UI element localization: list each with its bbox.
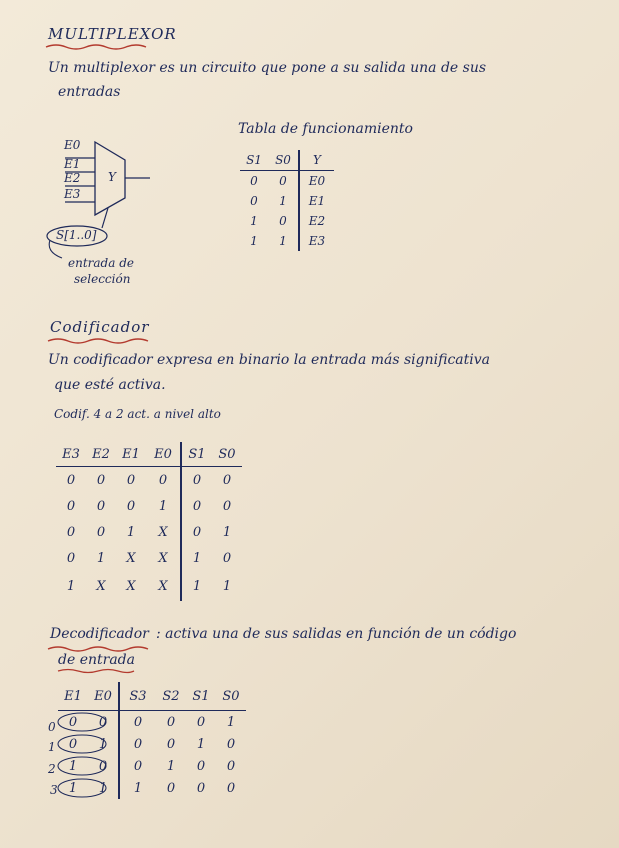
deco-cell: 0 bbox=[226, 780, 236, 796]
deco-cell: 1 bbox=[226, 714, 236, 730]
multiplexor-description-line2: entradas bbox=[58, 84, 121, 100]
mux-cell: 0 bbox=[279, 214, 287, 228]
cod-cell: 0 bbox=[66, 498, 76, 514]
codificador-title: Codificador bbox=[50, 318, 150, 336]
decodificador-title: Decodificador bbox=[50, 626, 149, 642]
codificador-description-line2: que esté activa. bbox=[54, 377, 166, 393]
deco-cell: 0 bbox=[68, 736, 78, 752]
cod-cell: 0 bbox=[158, 472, 168, 488]
deco-cell: 0 bbox=[119, 711, 156, 734]
cod-row bbox=[56, 571, 242, 601]
mux-select-note-line2: selección bbox=[74, 272, 131, 286]
cod-cell: 1 bbox=[158, 498, 168, 514]
cod-th-e1: E1 bbox=[122, 446, 140, 462]
deco-th-e1: E1 bbox=[64, 688, 82, 704]
mux-select-label: S[1..0] bbox=[56, 228, 97, 242]
cod-cell: 0 bbox=[222, 550, 232, 566]
cod-row bbox=[56, 545, 242, 571]
mux-th-y: Y bbox=[299, 150, 334, 171]
cod-cell: 1 bbox=[66, 578, 76, 594]
mux-row bbox=[240, 191, 334, 211]
deco-cell: 0 bbox=[196, 714, 206, 730]
decodificador-description-line1: : activa una de sus salidas en función de un código bbox=[156, 626, 517, 642]
codificador-table bbox=[56, 442, 242, 601]
mux-table-title: Tabla de funcionamiento bbox=[238, 121, 413, 137]
mux-cell: 1 bbox=[250, 214, 258, 228]
deco-cell: 0 bbox=[98, 758, 108, 774]
cod-cell: 0 bbox=[126, 498, 136, 514]
multiplexor-title: MULTIPLEXOR bbox=[48, 25, 177, 43]
decoder-input-circles bbox=[52, 708, 122, 804]
cod-th-e0: E0 bbox=[154, 446, 172, 462]
cod-cell: 0 bbox=[126, 472, 136, 488]
deco-th-s0: S0 bbox=[222, 688, 240, 704]
mux-cell: 1 bbox=[279, 194, 287, 208]
deco-cell: 0 bbox=[98, 714, 108, 730]
cod-cell: X bbox=[96, 578, 106, 594]
cod-cell: 1 bbox=[181, 571, 212, 601]
cod-cell: X bbox=[158, 524, 168, 540]
mux-th-s0: S0 bbox=[275, 153, 291, 167]
cod-cell: 0 bbox=[181, 519, 212, 545]
mux-cell: E2 bbox=[299, 211, 334, 231]
cod-cell: 0 bbox=[66, 550, 76, 566]
deco-cell: 1 bbox=[166, 758, 176, 774]
deco-cell: 1 bbox=[196, 736, 206, 752]
cod-cell: 0 bbox=[222, 498, 232, 514]
multiplexor-title-underline bbox=[44, 42, 154, 52]
cod-cell: 1 bbox=[96, 550, 106, 566]
deco-cell: 0 bbox=[119, 733, 156, 755]
deco-cell: 1 bbox=[68, 758, 78, 774]
cod-cell: 0 bbox=[66, 472, 76, 488]
deco-row-label-0: 0 bbox=[48, 720, 56, 734]
decodificador-line2-underline bbox=[56, 667, 136, 675]
deco-row-label-2: 2 bbox=[48, 762, 56, 776]
mux-input-e2: E2 bbox=[64, 171, 81, 185]
mux-cell: 0 bbox=[250, 194, 258, 208]
deco-cell: 1 bbox=[98, 736, 108, 752]
deco-cell: 0 bbox=[226, 758, 236, 774]
cod-th-e3: E3 bbox=[62, 446, 80, 462]
mux-input-e0: E0 bbox=[64, 138, 81, 152]
cod-cell: X bbox=[158, 578, 168, 594]
deco-th-s3: S3 bbox=[119, 682, 156, 711]
mux-select-note-line1: entrada de bbox=[68, 256, 134, 270]
deco-row-label-3: 3 bbox=[50, 783, 58, 797]
mux-cell: 1 bbox=[250, 234, 258, 248]
cod-cell: 0 bbox=[66, 524, 76, 540]
mux-cell: 0 bbox=[250, 174, 258, 188]
cod-cell: 1 bbox=[181, 545, 212, 571]
mux-output-y: Y bbox=[108, 170, 116, 184]
deco-th-s2: S2 bbox=[162, 688, 180, 704]
multiplexor-description-line1: Un multiplexor es un circuito que pone a su salida una de sus bbox=[48, 60, 487, 76]
deco-cell: 1 bbox=[98, 780, 108, 796]
cod-th-e2: E2 bbox=[92, 446, 110, 462]
deco-cell: 0 bbox=[166, 714, 176, 730]
cod-cell: 0 bbox=[181, 493, 212, 519]
cod-cell: 0 bbox=[222, 472, 232, 488]
mux-cell: E0 bbox=[299, 171, 334, 192]
deco-th-s1: S1 bbox=[192, 688, 210, 704]
cod-cell: X bbox=[158, 550, 168, 566]
deco-cell: 0 bbox=[119, 755, 156, 777]
mux-row bbox=[240, 231, 334, 251]
mux-function-table bbox=[240, 150, 334, 251]
cod-th-s0: S0 bbox=[218, 446, 236, 462]
mux-th-s1: S1 bbox=[246, 153, 262, 167]
cod-cell: 1 bbox=[222, 578, 232, 594]
deco-cell: 0 bbox=[196, 758, 206, 774]
cod-cell: 0 bbox=[181, 467, 212, 494]
mux-cell: 0 bbox=[279, 174, 287, 188]
deco-cell: 0 bbox=[166, 736, 176, 752]
deco-cell: 1 bbox=[68, 780, 78, 796]
deco-cell: 0 bbox=[166, 780, 176, 796]
codificador-note: Codif. 4 a 2 act. a nivel alto bbox=[54, 407, 221, 421]
deco-cell: 0 bbox=[226, 736, 236, 752]
cod-cell: 0 bbox=[96, 472, 106, 488]
mux-input-e1: E1 bbox=[64, 157, 81, 171]
mux-input-e3: E3 bbox=[64, 187, 81, 201]
cod-row bbox=[56, 519, 242, 545]
cod-cell: 1 bbox=[222, 524, 232, 540]
cod-row bbox=[56, 493, 242, 519]
cod-row bbox=[56, 467, 242, 494]
cod-th-s1: S1 bbox=[181, 442, 212, 467]
mux-row bbox=[240, 171, 334, 192]
cod-cell: 0 bbox=[96, 498, 106, 514]
deco-cell: 0 bbox=[196, 780, 206, 796]
cod-cell: X bbox=[126, 550, 136, 566]
decodificador-description-line2: de entrada bbox=[58, 652, 135, 668]
mux-cell: E1 bbox=[299, 191, 334, 211]
deco-row-label-1: 1 bbox=[48, 740, 56, 754]
codificador-description-line1: Un codificador expresa en binario la entrada más significativa bbox=[48, 352, 490, 368]
codificador-title-underline bbox=[46, 336, 156, 346]
deco-cell: 1 bbox=[119, 777, 156, 799]
mux-row bbox=[240, 211, 334, 231]
cod-cell: 0 bbox=[96, 524, 106, 540]
mux-cell: E3 bbox=[299, 231, 334, 251]
deco-cell: 0 bbox=[68, 714, 78, 730]
cod-cell: 1 bbox=[126, 524, 136, 540]
mux-cell: 1 bbox=[279, 234, 287, 248]
cod-cell: X bbox=[126, 578, 136, 594]
deco-th-e0: E0 bbox=[94, 688, 112, 704]
